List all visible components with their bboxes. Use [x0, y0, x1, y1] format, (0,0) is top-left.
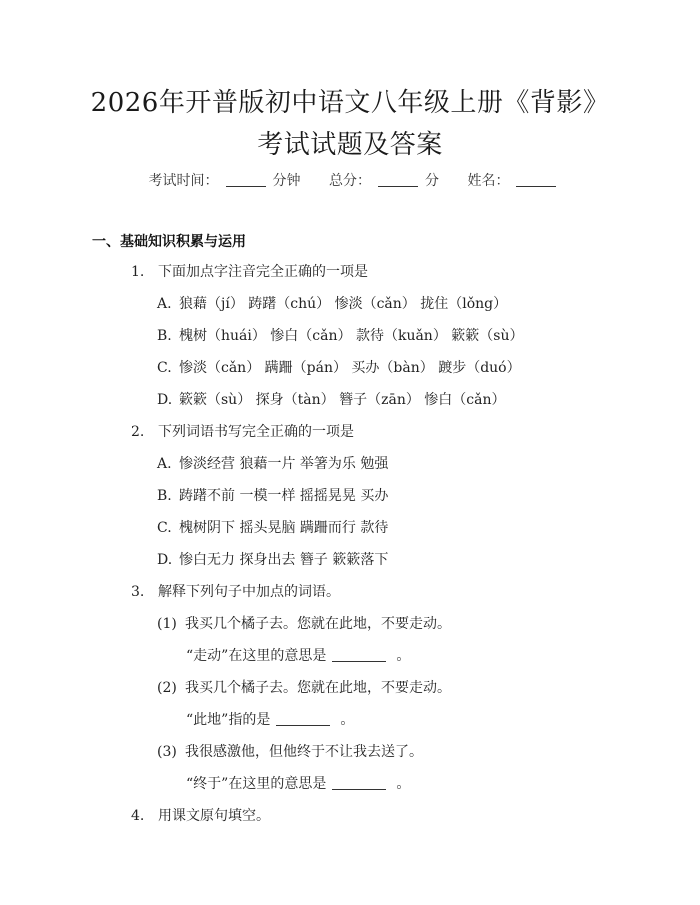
question-3: [131, 581, 340, 601]
time-unit: 分钟: [272, 173, 301, 189]
option-label: A.: [157, 296, 172, 312]
option-text: 踌躇不前 一模一样 摇摇晃晃 买办: [179, 488, 389, 504]
q3-item-3-ask: [186, 773, 410, 793]
score-label: 总分：: [329, 173, 371, 189]
option-text: 狼藉（jí） 踌躇（chú） 惨淡（cǎn） 拢住（lǒng）: [179, 296, 508, 312]
q3-item-2-ask: [186, 709, 354, 729]
page-title: 2026年开普版初中语文八年级上册《背影》: [90, 88, 610, 118]
item-sentence: 我很感激他，但他终于不让我去送了。: [185, 744, 423, 760]
question-2: [131, 421, 354, 441]
option-text: 簌簌（sù） 探身（tàn） 簪子（zān） 惨白（cǎn）: [179, 392, 506, 408]
option-text: 槐树（huái） 惨白（cǎn） 款待（kuǎn） 簌簌（sù）: [179, 328, 524, 344]
question-number: 1.: [131, 264, 145, 280]
item-label: (3): [157, 744, 177, 760]
score-field: [323, 173, 445, 189]
question-text: 用课文原句填空。: [158, 808, 270, 824]
question-text: 解释下列句子中加点的词语。: [158, 584, 340, 600]
item-label: (2): [157, 680, 177, 696]
ask-text: “走动”在这里的意思是: [186, 648, 327, 664]
section-heading: 一、基础知识积累与运用: [92, 234, 246, 250]
score-unit: 分: [425, 173, 439, 189]
q2-option-a[interactable]: [157, 453, 388, 473]
ask-text: “终于”在这里的意思是: [186, 776, 327, 792]
q3-item-1-ask: [186, 645, 410, 665]
ask-end: 。: [396, 776, 411, 792]
question-text: 下面加点字注音完全正确的一项是: [158, 264, 368, 280]
q1-option-d[interactable]: [157, 389, 505, 409]
question-text: 下列词语书写完全正确的一项是: [158, 424, 354, 440]
ask-end: 。: [340, 712, 355, 728]
option-label: C.: [157, 520, 172, 536]
time-field: [143, 173, 307, 189]
option-label: D.: [157, 552, 173, 568]
option-label: A.: [157, 456, 172, 472]
answer-blank[interactable]: [276, 711, 330, 726]
question-1: [131, 261, 368, 281]
option-label: C.: [157, 360, 172, 376]
option-text: 惨淡（cǎn） 蹒跚（pán） 买办（bàn） 踱步（duó）: [179, 360, 521, 376]
name-field: [461, 173, 557, 189]
option-text: 惨淡经营 狼藉一片 举箸为乐 勉强: [179, 456, 389, 472]
q1-option-a[interactable]: [157, 293, 507, 313]
item-sentence: 我买几个橘子去。您就在此地，不要走动。: [185, 616, 451, 632]
q2-option-b[interactable]: [157, 485, 388, 505]
ask-text: “此地”指的是: [186, 712, 271, 728]
exam-meta: [0, 170, 700, 190]
question-number: 2.: [131, 424, 145, 440]
q3-item-2: [157, 677, 451, 697]
question-4: [131, 805, 270, 825]
option-label: B.: [157, 488, 172, 504]
name-blank[interactable]: [516, 172, 556, 187]
q3-item-1: [157, 613, 451, 633]
option-text: 惨白无力 探身出去 簪子 簌簌落下: [179, 552, 389, 568]
option-label: B.: [157, 328, 172, 344]
item-label: (1): [157, 616, 177, 632]
option-text: 槐树阴下 摇头晃脑 蹒跚而行 款待: [179, 520, 389, 536]
ask-end: 。: [396, 648, 411, 664]
score-blank[interactable]: [378, 172, 418, 187]
name-label: 姓名：: [467, 173, 510, 189]
item-sentence: 我买几个橘子去。您就在此地，不要走动。: [185, 680, 451, 696]
page-subtitle: 考试试题及答案: [257, 130, 443, 160]
q1-option-c[interactable]: [157, 357, 521, 377]
question-number: 4.: [131, 808, 145, 824]
answer-blank[interactable]: [332, 775, 386, 790]
q2-option-d[interactable]: [157, 549, 388, 569]
q1-option-b[interactable]: [157, 325, 523, 345]
q3-item-3: [157, 741, 423, 761]
time-blank[interactable]: [226, 172, 266, 187]
q2-option-c[interactable]: [157, 517, 388, 537]
time-label: 考试时间：: [148, 173, 219, 189]
question-number: 3.: [131, 584, 145, 600]
option-label: D.: [157, 392, 173, 408]
answer-blank[interactable]: [332, 647, 386, 662]
